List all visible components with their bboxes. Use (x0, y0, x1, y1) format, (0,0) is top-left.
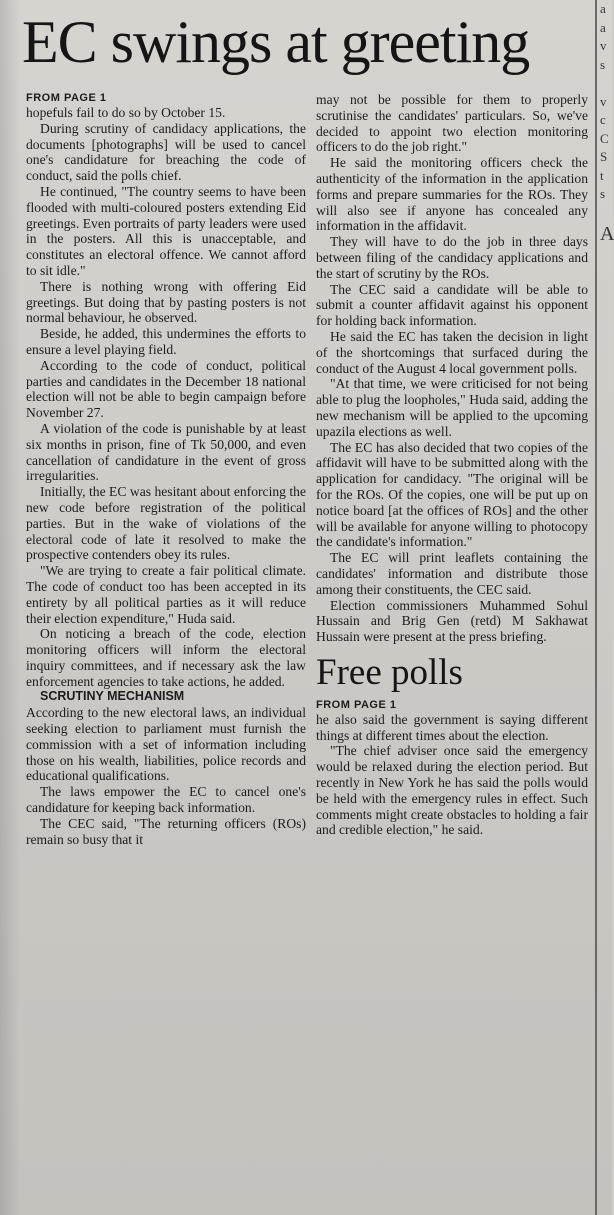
paragraph: He said the EC has taken the decision in light of the shortcomings that surfaced during the conduct of the August 4 local government polls. (316, 328, 588, 376)
article-column-1 (26, 92, 306, 847)
paragraph: "At that time, we were criticised for not being able to plug the loopholes," Huda said, adding the new mechanism will be applied to the upcoming upazila elections as well. (316, 376, 588, 439)
fragment-line: s (600, 186, 606, 201)
fragment-line: C (600, 130, 609, 146)
paragraph: The CEC said a candidate will be able to submit a counter affidavit against his opponent for holding back information. (316, 281, 588, 329)
paragraph: On noticing a breach of the code, election monitoring officers will inform the electoral inquiry committees, and if necessary ask the law enforcement agencies to take actions, he added. (26, 626, 306, 689)
paragraph: hopefuls fail to do so by October 15. (26, 105, 226, 120)
adjacent-column-fragment (600, 0, 612, 246)
fragment-line: s (600, 56, 606, 72)
fragment-line: v (600, 93, 607, 109)
paragraph: Initially, the EC was hesitant about enforcing the new code before registration of the political parties. But in the wake of violations of the electoral code of late it resolved to make the prospective contenders obey its rules. (26, 484, 306, 563)
paragraph: Beside, he added, this undermines the efforts to ensure a level playing field. (26, 326, 306, 357)
paragraph: he also said the government is saying different things at different times about the election. (316, 711, 588, 743)
fragment-line (600, 74, 612, 93)
fragment-line: S (600, 149, 608, 164)
paragraph: There is nothing wrong with offering Eid greetings. But doing that by pasting posters is not normal behaviour, he observed. (26, 278, 306, 326)
paragraph: A violation of the code is punishable by at least six months in prison, fine of Tk 50,000, and even cancellation of candidature in the event of gross irregularities. (26, 420, 306, 484)
kicker-from-page-1: FROM PAGE 1 (26, 92, 107, 104)
subhead-scrutiny-mechanism: SCRUTINY MECHANISM (40, 689, 185, 704)
paragraph: may not be possible for them to properly scrutinise the candidates' particulars. So, we've decided to appoint two election monitoring officers to do the job right." (316, 92, 588, 155)
fragment-line: c (600, 112, 606, 127)
fragment-line: a (600, 1, 606, 16)
article-column-2 (316, 92, 588, 838)
fragment-line: a (600, 19, 606, 35)
paragraph: He said the monitoring officers check the authenticity of the information in the application forms and prepare summaries for the ROs. They will also see if anyone has concealed any information in the affidavit. (316, 155, 588, 234)
paragraph: During scrutiny of candidacy applications, the documents [photographs] will be used to cancel one's candidature for breaching the code of conduct, said the polls chief. (26, 120, 306, 184)
paragraph: The laws empower the EC to cancel one's candidature for keeping back information. (26, 784, 306, 816)
kicker-from-page-1: FROM PAGE 1 (316, 698, 397, 711)
paragraph: Election commissioners Muhammed Sohul Hussain and Brig Gen (retd) M Sakhawat Hussain were present at the press briefing. (316, 597, 588, 645)
column-divider (595, 0, 597, 1215)
paragraph: According to the new electoral laws, an individual seeking election to parliament must furnish the commission with a set of information including those on his wealth, liabilities, police records and educational qualifications. (26, 705, 306, 784)
paragraph: "The chief adviser once said the emergency would be relaxed during the election period. But recently in New York he has said the polls would be held with the emergency rules in effect. Such comments might create obstacles to holding a fair and credible election," he said. (316, 743, 588, 838)
paragraph: He continued, "The country seems to have been flooded with multi-coloured posters extending Eid greetings. Even portraits of party leaders were used in the posters. All this is unacceptable, and constitutes an electoral offence. We cannot afford to sit idle." (26, 183, 306, 278)
fragment-line (600, 204, 612, 223)
fragment-line: t (600, 167, 604, 183)
paragraph: According to the code of conduct, political parties and candidates in the December 18 national election will not be able to begin campaign before November 27. (26, 357, 306, 421)
paragraph: The EC will print leaflets containing the candidates' information and distribute those among their constituents, the CEC said. (316, 550, 588, 597)
page-fold-shadow (0, 0, 20, 1215)
paragraph: They will have to do the job in three days between filing of the candidacy applications and the start of scrutiny by the ROs. (316, 234, 588, 281)
free-polls-headline: Free polls (316, 651, 463, 693)
paragraph: The EC has also decided that two copies of the affidavit will have to be submitted along with the application for candidacy. "The original will be for the ROs. Of the copies, one will be put up on notice board [at the offices of ROs] and the other will be available for anyone willing to photocopy the candidate's information." (316, 439, 588, 550)
fragment-line: A (600, 223, 614, 245)
paragraph: The CEC said, "The returning officers (ROs) remain so busy that it (26, 815, 306, 847)
headline: EC swings at greeting (22, 9, 530, 75)
fragment-line: v (600, 38, 607, 53)
paragraph: "We are trying to create a fair political climate. The code of conduct too has been accepted in its entirety by all political parties as it will reduce their election expenditure," Huda said. (26, 563, 306, 626)
